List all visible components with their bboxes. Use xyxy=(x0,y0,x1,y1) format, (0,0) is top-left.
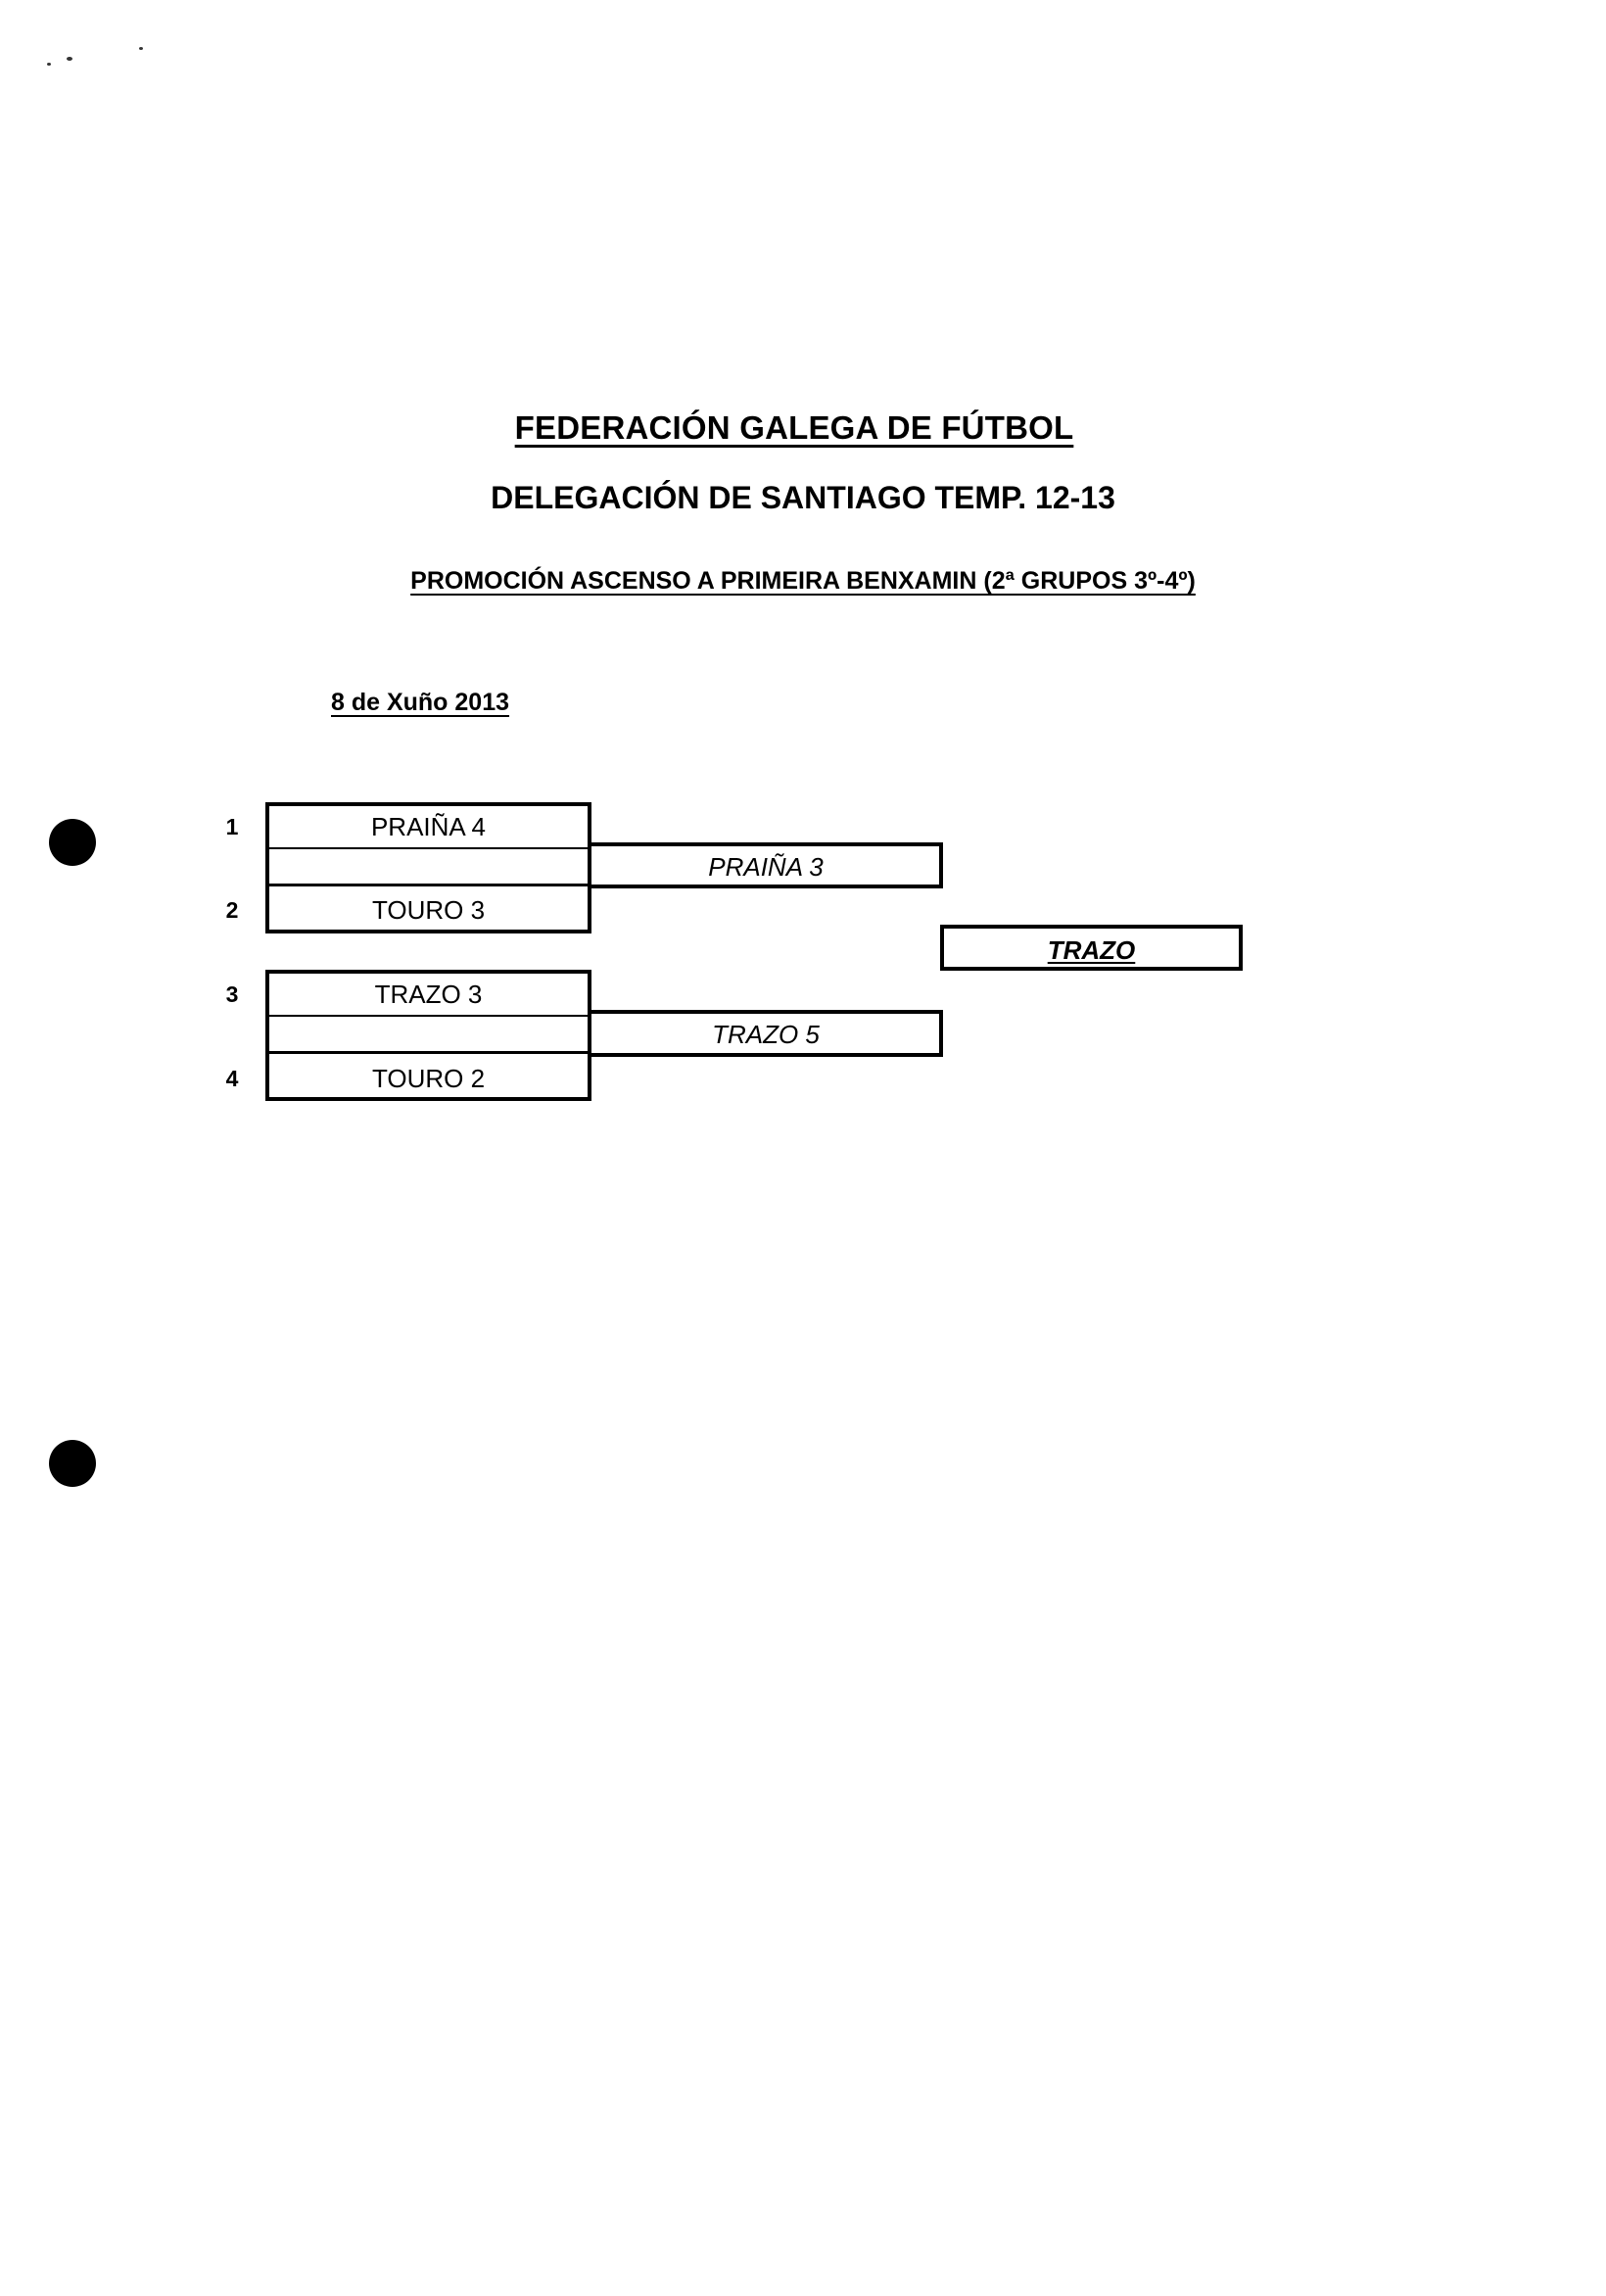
semifinal-team xyxy=(591,846,940,885)
semifinal-team-label: TRAZO 5 xyxy=(712,1020,820,1049)
seed-number: 2 xyxy=(225,897,239,923)
match-date: 8 de Xuño 2013 xyxy=(331,689,510,716)
federation-title: FEDERACIÓN GALEGA DE FÚTBOL xyxy=(514,409,1074,446)
round1-divider xyxy=(269,1015,588,1054)
seed-number: 1 xyxy=(225,814,239,839)
round1-team xyxy=(269,974,588,1013)
round1-divider xyxy=(269,847,588,886)
round1-team-label: PRAIÑA 4 xyxy=(370,812,487,841)
round1-team-label: TRAZO 3 xyxy=(374,980,483,1009)
round1-team xyxy=(269,889,588,929)
round1-team-label: TOURO 2 xyxy=(371,1064,486,1093)
winner-box xyxy=(940,925,1243,971)
round1-team-label: TOURO 3 xyxy=(371,895,486,925)
delegation-title: DELEGACIÓN DE SANTIAGO TEMP. 12-13 xyxy=(491,480,1115,515)
winner-label: TRAZO xyxy=(1047,935,1136,965)
competition-title: PROMOCIÓN ASCENSO A PRIMEIRA BENXAMIN (2ª GRUPOS 3º-4º) xyxy=(410,567,1196,595)
seed-number: 3 xyxy=(225,981,239,1007)
seed-number: 4 xyxy=(225,1066,239,1091)
semifinal-team xyxy=(591,1014,940,1053)
semifinal-team-label: PRAIÑA 3 xyxy=(708,852,824,882)
round1-team xyxy=(269,1058,588,1097)
round1-team xyxy=(269,806,588,845)
